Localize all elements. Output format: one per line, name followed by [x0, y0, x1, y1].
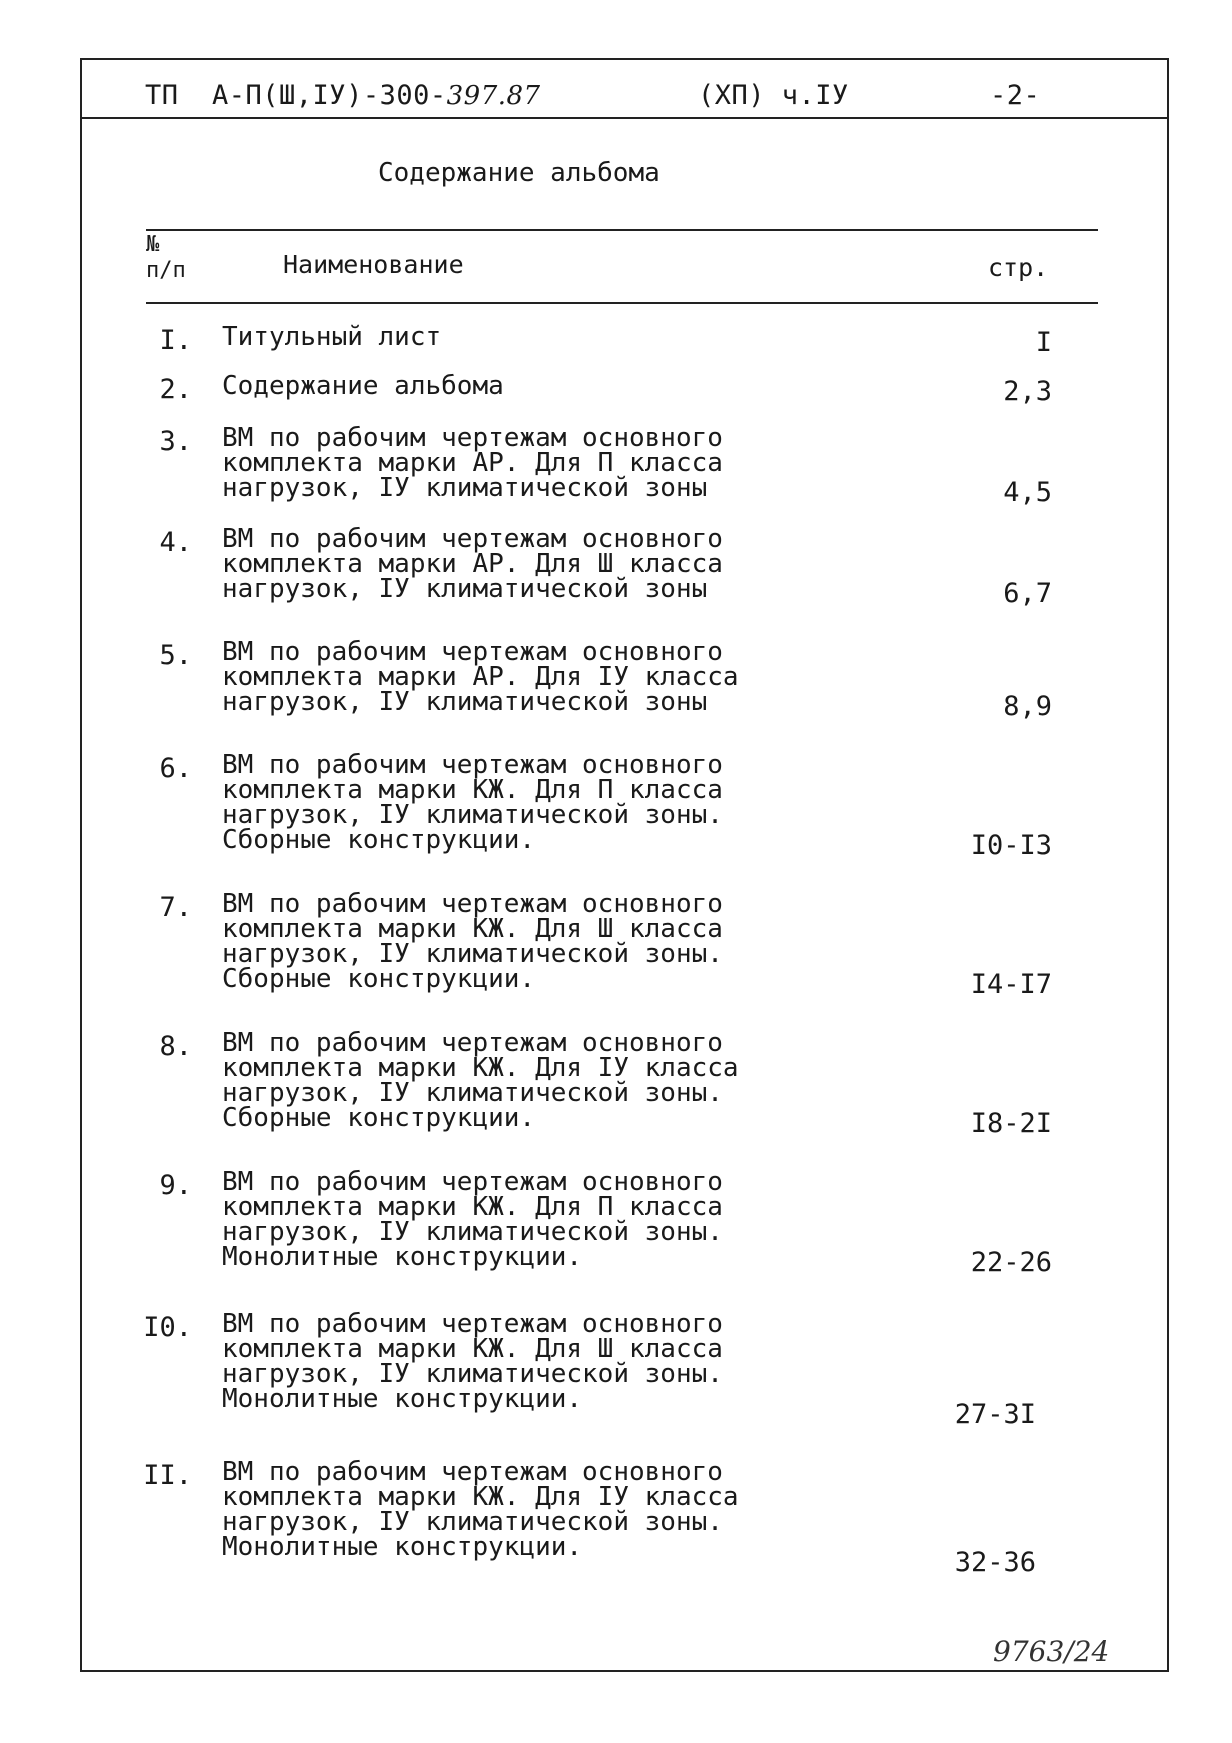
row-pages: 4,5 [1003, 477, 1052, 508]
row-name: ВМ по рабочим чертежам основного комплекта марки КЖ. Для Ш класса нагрузок, IУ климатической зоны. Монолитные конструкции. [222, 1309, 723, 1414]
row-number: I. [159, 325, 192, 356]
row-name: ВМ по рабочим чертежам основного комплекта марки КЖ. Для Ш класса нагрузок, IУ климатической зоны. Сборные конструкции. [222, 889, 723, 994]
row-name: Титульный лист [222, 322, 442, 352]
row-number: 7. [159, 892, 192, 923]
page-number: -2- [990, 80, 1041, 111]
row-name: ВМ по рабочим чертежам основного комплекта марки КЖ. Для IУ класса нагрузок, IУ климатической зоны. Сборные конструкции. [222, 1028, 739, 1133]
row-name: ВМ по рабочим чертежам основного комплекта марки КЖ. Для П класса нагрузок, IУ климатической зоны. Монолитные конструкции. [222, 1167, 723, 1272]
row-number: I0. [143, 1312, 192, 1343]
row-pages: 27-3I [954, 1399, 1036, 1430]
row-pages: 8,9 [1003, 691, 1052, 722]
table-header-rule [146, 302, 1098, 304]
row-number: 9. [159, 1170, 192, 1201]
row-number: 3. [159, 426, 192, 457]
row-name: ВМ по рабочим чертежам основного комплекта марки АР. Для П класса нагрузок, IУ климатической зоны [222, 423, 723, 503]
header-divider [80, 117, 1169, 119]
row-pages: I0-I3 [970, 830, 1052, 861]
column-header-number: № п/п [146, 232, 186, 283]
document-code-typed: ТП А-П(Ш,IУ)-300- [145, 80, 447, 111]
row-pages: 22-26 [970, 1247, 1052, 1278]
row-number: II. [143, 1460, 192, 1491]
row-pages: I [1035, 327, 1052, 358]
row-number: 6. [159, 753, 192, 784]
row-number: 2. [159, 374, 192, 405]
document-code-handwritten: 397.87 [446, 81, 541, 111]
row-pages: 2,3 [1003, 376, 1052, 407]
row-pages: I4-I7 [970, 969, 1052, 1000]
row-name: Содержание альбома [222, 371, 504, 401]
row-number: 5. [159, 640, 192, 671]
column-header-name: Наименование [283, 250, 464, 279]
row-pages: 6,7 [1003, 578, 1052, 609]
row-name: ВМ по рабочим чертежам основного комплекта марки КЖ. Для П класса нагрузок, IУ климатической зоны. Сборные конструкции. [222, 750, 723, 855]
table-top-rule [146, 229, 1098, 231]
row-pages: 32-36 [954, 1547, 1036, 1578]
row-name: ВМ по рабочим чертежам основного комплекта марки КЖ. Для IУ класса нагрузок, IУ климатической зоны. Монолитные конструкции. [222, 1457, 739, 1562]
row-number: 4. [159, 527, 192, 558]
row-number: 8. [159, 1031, 192, 1062]
handwritten-inventory-mark: 9763/24 [993, 1635, 1110, 1668]
document-part: (ХП) ч.IУ [698, 80, 849, 111]
page-title: Содержание альбома [378, 158, 660, 188]
row-name: ВМ по рабочим чертежам основного комплекта марки АР. Для IУ класса нагрузок, IУ климатической зоны [222, 637, 739, 717]
document-code [145, 80, 541, 111]
column-header-page: стр. [988, 253, 1049, 282]
row-name: ВМ по рабочим чертежам основного комплекта марки АР. Для Ш класса нагрузок, IУ климатической зоны [222, 524, 723, 604]
row-pages: I8-2I [970, 1108, 1052, 1139]
